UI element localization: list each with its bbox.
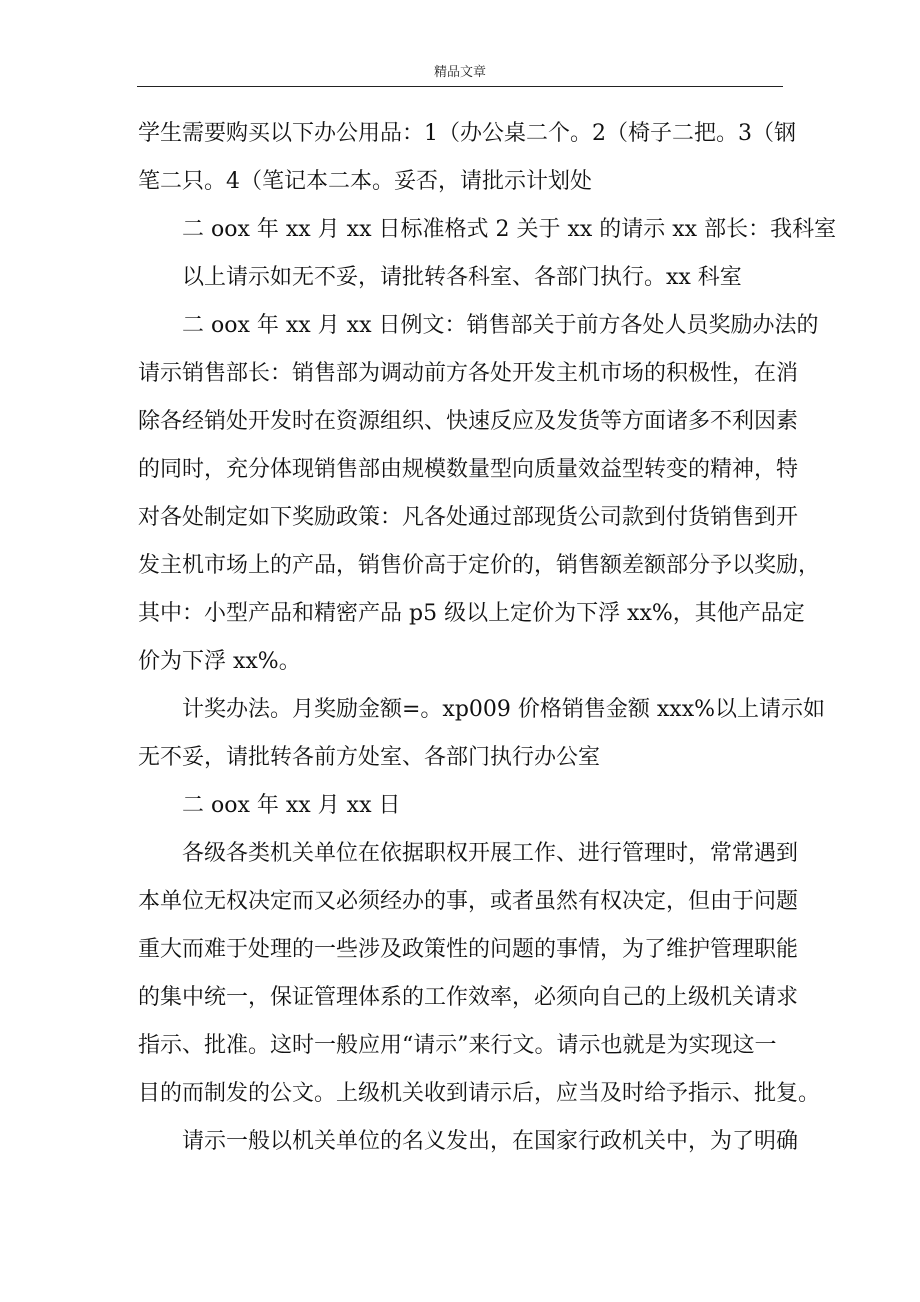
text-line: 请示一般以机关单位的名义发出，在国家行政机关中，为了明确 bbox=[182, 1129, 799, 1154]
text-line: 计奖办法。月奖励金额=。xp009 价格销售金额 xxx%以上请示如 bbox=[182, 697, 826, 722]
text-line: 二 oox 年 xx 月 xx 日 bbox=[182, 793, 401, 818]
text-line: 学生需要购买以下办公用品：1（办公桌二个。2（椅子二把。3（钢 bbox=[138, 121, 796, 146]
header-title: 精品文章 bbox=[433, 65, 486, 80]
text-line: 的集中统一，保证管理体系的工作效率，必须向自己的上级机关请求 bbox=[138, 985, 799, 1010]
text-line: 对各处制定如下奖励政策：凡各处通过部现货公司款到付货销售到开 bbox=[138, 505, 799, 530]
text-line: 本单位无权决定而又必须经办的事，或者虽然有权决定，但由于问题 bbox=[138, 889, 799, 914]
text-line: 目的而制发的公文。上级机关收到请示后，应当及时给予指示、批复。 bbox=[138, 1081, 821, 1106]
text-line: 各级各类机关单位在依据职权开展工作、进行管理时，常常遇到 bbox=[182, 841, 799, 866]
text-line: 的同时，充分体现销售部由规模数量型向质量效益型转变的精神，特 bbox=[138, 457, 799, 482]
page-header bbox=[137, 60, 783, 87]
text-line: 重大而难于处理的一些涉及政策性的问题的事情，为了维护管理职能 bbox=[138, 937, 799, 962]
text-line: 二 oox 年 xx 月 xx 日例文：销售部关于前方各处人员奖励办法的 bbox=[182, 313, 819, 338]
text-line: 笔二只。4（笔记本二本。妥否，请批示计划处 bbox=[138, 169, 592, 194]
document-body bbox=[138, 110, 837, 1166]
text-line: 二 oox 年 xx 月 xx 日标准格式 2 关于 xx 的请示 xx 部长：我科室 bbox=[182, 217, 837, 242]
text-line: 指示、批准。这时一般应用“请示”来行文。请示也就是为实现这一 bbox=[138, 1033, 777, 1058]
text-line: 请示销售部长：销售部为调动前方各处开发主机市场的积极性，在消 bbox=[138, 361, 799, 386]
text-line: 其中：小型产品和精密产品 p5 级以上定价为下浮 xx%，其他产品定 bbox=[138, 601, 805, 626]
text-line: 价为下浮 xx%。 bbox=[138, 649, 301, 674]
text-line: 无不妥，请批转各前方处室、各部门执行办公室 bbox=[138, 745, 601, 770]
text-line: 除各经销处开发时在资源组织、快速反应及发货等方面诸多不利因素 bbox=[138, 409, 799, 434]
text-line: 发主机市场上的产品，销售价高于定价的，销售额差额部分予以奖励， bbox=[138, 553, 821, 578]
text-line: 以上请示如无不妥，请批转各科室、各部门执行。xx 科室 bbox=[182, 265, 742, 290]
